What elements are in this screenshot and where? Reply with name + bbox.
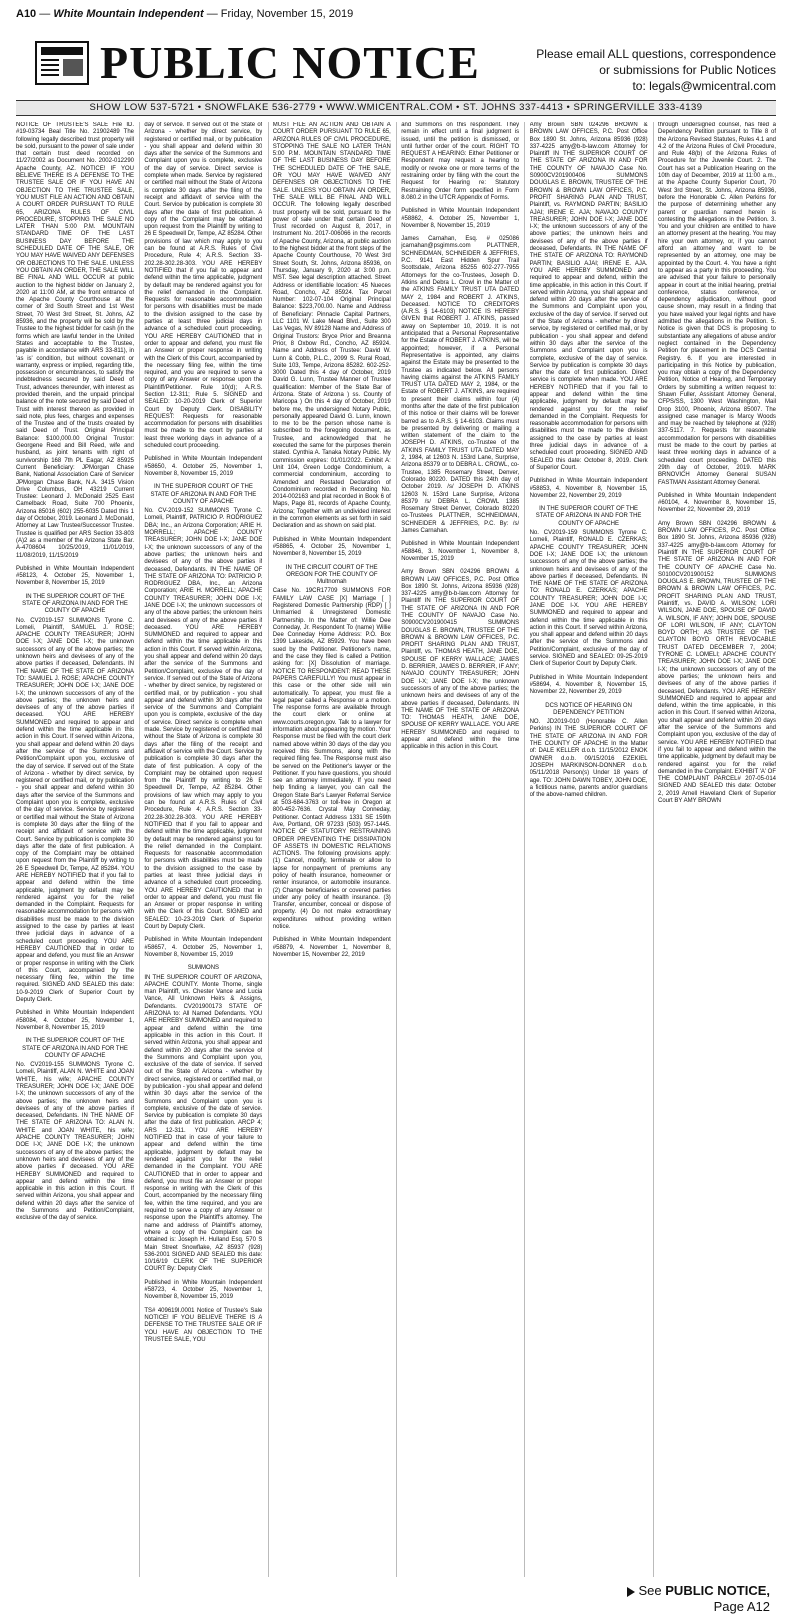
- notice-heading: IN THE CIRCUIT COURT OF THE OREGON FOR THE COUNTY OF Multnomah: [285, 564, 378, 586]
- contact-line-2: or submissions for Public Notices: [599, 63, 776, 77]
- contact-email[interactable]: to: legals@wmicentral.com: [632, 79, 776, 93]
- notice-columns: [16, 122, 776, 1577]
- notice-body: MUST FILE AN ACTION AND OBTAIN A COURT ORDER PURSUANT TO RULE 65, ARIZONA RULES OF CIVIL PROCEDURE, STOPPING THE SALE NO LATER THAN 5:00 P.M. MOUNTAIN STANDARD TIME OF THE LAST BUSINESS DAY BEFORE THE SCHEDULED DATE OF THE SALE, OR YOU MAY HAVE WAIVED ANY DEFENSES OR OBJECTIONS TO THE SALE. UNLESS YOU OBTAIN AN ORDER, THE SALE WILL BE FINAL AND WILL OCCUR. The following legally described trust property will be sold, pursuant to the power of sale under that certain Deed of Trust recorded on August 8, 2017, in Instrument No. 2017-006066 in the records of Apache County, Arizona, at public auction to the highest bidder at the front steps of the Apache County Courthouse, 70 West 3rd Street South, St. Johns, Arizona 85936, on Thursday, January 9, 2020 at 3:00 p.m. MST. See legal description attached. Street Address or identifiable location: 45 Nueces Road, Concho, AZ 85924. Tax Parcel Number: 102-07-104 Original Principal Balance: $223,700.00. Name and Address of Beneficiary: Pinnacle Capital Partners, LLC 1101 W. Lake Mead Blvd., Suite 300 Las Vegas, NV 89128 Name and Address of Original Trustors: Bryce Prior and Breanna Prior, 8 Oxbow Rd., Concho, AZ 85924. Name and Address of Trustee: David W. Lunn & Cobb, P.L.C., 2099 S. Rural Road, Suite 103, Tempe, Arizona 85282. 602-252-3000 Dated this 4 day of October, 2019 David G. Lunn, Trustee Manner of Trustee qualification: Member of the State Bar of Arizona. State of Arizona ) ss. County of Maricopa ) On this 4 day of October, 2019 before me, the undersigned Notary Public, personally appeared David G. Lunn, known to me to be the person whose name is subscribed to the foregoing document, as Trustee, and acknowledged that he executed the same for the purposes therein stated. Cynthia A. Tanaka Notary Public. My commission expires: 01/01/2022. Exhibit A: Unit 104, Green Lodge Condominium, a commercial condominium, according to Amended and Restated Declaration of Condominium recorded in Recording No. 2014-002163 and plat recorded in Book 6 of Maps, Page 81, records of Apache County, Arizona; Together with an undivided interest in the common elements as set forth in said Declaration and as shown on said plat.: [272, 122, 391, 530]
- notice-body: Published in White Mountain Independent #58846, 3. November 1, November 8, November 15, 2019: [401, 541, 520, 562]
- legal-notice: [144, 456, 262, 478]
- notice-body: day of service. If served out of the State of Arizona - whether by direct service, by registered or certified mail, or by publication - you shall appear and defend within 30 days after the service of the Summons and Complaint upon you is complete, exclusive of the day of service. Direct service is complete when made. Service by registered or certified mail without the State of Arizona is complete 30 days after the filing of the receipt and affidavit of service with the Court. Service by publication is complete 30 days after the date of first publication. A copy of the Complaint may be obtained upon request from the Plaintiff by writing to 26 E Speedwell Dr, Tempe, AZ 85284. Other provisions of law which may apply to you can be found at A.R.S. Rules of Civil Procedure, Rule 4; A.R.S. Section 33-202.28-302.28-303. YOU ARE HEREBY NOTIFIED that if you fail to appear and defend within the time applicable, judgment by default may be rendered against you for the relief demanded in the Complaint. Requests for reasonable accommodation for persons with disabilities must be made to the division assigned to the case by parties at least three judicial days in advance of a scheduled court proceeding. YOU ARE HEREBY CAUTIONED that in order to appear and defend, you must file an Answer or proper response in writing with the Clerk of this Court, accompanied by the necessary filing fee, within the time required, and you are required to serve a copy of any Answer or response upon the Plaintiff/Petitioner. Rule 10(d); A.R.S. Section 12-311; Rule 5. SIGNED and SEALED: 10-20-2019 Clerk of Superior Court by Deputy Clerk. DISABILITY REQUEST: Requests for reasonable accommodation for persons with disabilities must be made to the court by parties at least three working days in advance of a scheduled court proceeding.: [144, 122, 263, 450]
- notice-body: No. CV-2019-152 SUMMONS Tyrone C. Lomeli, Plaintiff, PATRICIO P. RODRIGUEZ DBA; Inc., an Arizona Corporation; ARIE H. MORRELL; APACHE COUNTY TREASURER; JOHN DOE I-X; JANE DOE I-X; the unknown successors of any of the above parties; the unknown heirs and devisees of any of the above parties if deceased, Defendants. IN THE NAME OF THE STATE OF ARIZONA TO: PATRICIO P. RODRIGUEZ DBA, Inc., an Arizona Corporation; ARIE H. MORRELL; APACHE COUNTY TREASURER; JOHN DOE I-X; JANE DOE I-X; the unknown successors of any of the above parties; the unknown heirs and devisees of any of the above parties if deceased. YOU ARE HEREBY SUMMONED and required to appear and defend within the time applicable in this action in this Court. If served within Arizona, you shall appear and defend within 20 days after the service of the Summons and Petition/Complaint, exclusive of the day of service. If served out of the State of Arizona - whether by direct service, by registered or certified mail, or by publication - you shall appear and defend within 30 days after the service of the Summons and Complaint upon you is complete, exclusive of the day of service. Direct service is complete when made. Service by registered or certified mail without the State of Arizona is complete 30 days after the filing of the receipt and affidavit of service with the Court. Service by publication is complete 30 days after the date of first publication. A copy of the Complaint may be obtained upon request from the Plaintiff by writing to 26 E Speedwell Dr, Tempe, AZ 85284. Other provisions of law which may apply to you can be found at A.R.S. Rules of Civil Procedure, Rule 4; A.R.S. Section 33-202.28-302.28-303. YOU ARE HEREBY NOTIFIED that if you fail to appear and defend within the time applicable, judgment by default may be rendered against you for the relief demanded in the Complaint. Requests for reasonable accommodation for persons with disabilities must be made to the division assigned to the case by parties at least three judicial days in advance of a scheduled court proceeding. YOU ARE HEREBY CAUTIONED that in order to appear and defend, you must file an Answer or proper response in writing with the Clerk of this Court. SIGNED and SEALED: 10-23-2019 Clerk of Superior Court by Deputy Clerk.: [144, 508, 263, 931]
- notice-body: Published in White Mountain Independent #58123, 4. October 25, November 1, November 8, November 15, 2019: [16, 565, 134, 587]
- notice-column: [16, 122, 134, 1577]
- notice-body: through undersigned counsel, has filed a Dependency Petition pursuant to Title 8 of the Arizona Revised Statutes, Rules 4.1 and 4.2 of the Arizona Rules of Civil Procedure, and Rule 48(b) of the Arizona Rules of Procedure for the Juvenile Court. 2. The Court has set a Publication Hearing on the 10th day of December, 2019 at 11:00 a.m., at the Apache County Superior Court, 70 West 3rd Street, St. Johns, Arizona 85936, before the Honorable C. Allen Perkins for the purpose of determining whether any parent or guardian named herein is contesting the allegations in the Petition. 3. You and your children are entitled to have an attorney present at the hearing. You may hire your own attorney, or, if you cannot afford an attorney and want to be represented by an attorney, one may be appointed by the Court. 4. You have a right to appear as a party in this proceeding. You are advised that your failure to personally appear in court at the initial hearing, pretrial conference, status conference, or dependency adjudication, without good cause shown, may result in a finding that you have waived your legal rights and have admitted the allegations in the Petition. 5. Notice is given that DCS is proposing to substantiate any allegations of abuse and/or neglect contained in the Dependency Petition for placement in the DCS Central Registry. 6. If you are interested in participating in this Notice by publication, you may obtain a copy of the Dependency Petition, Notice of Hearing, and Temporary Orders by submitting a written request to: Shawn Fuller, Assistant Attorney General, CFPS/SS, 1300 West Washington, Mail Drop 3100, Phoenix, Arizona 85007. The assigned case manager is Marcy Woods and may be reached by telephone at (928) 337-5117. 7. Requests for reasonable accommodation for persons with disabilities must be made to the court by parties at least three working days in advance of a scheduled court proceeding. DATED this 29th day of October, 2019. MARK BRNOVICH Attorney General SUSAN FASTMAN Assistant Attorney General.: [658, 122, 776, 486]
- legal-notice: [16, 122, 134, 560]
- legal-notice: [401, 236, 519, 535]
- legal-notice: [401, 122, 519, 202]
- column-rule: [524, 122, 525, 1577]
- notice-body: TS# 409619I.0001 Notice of Trustee's Sale NOTICE! IF YOU BELIEVE THERE IS A DEFENSE TO THE TRUSTEE SALE OR IF YOU HAVE AN OBJECTION TO THE TRUSTEE SALE, YOU: [144, 1307, 263, 1343]
- notice-heading: IN THE SUPERIOR COURT OF THE STATE OF ARIZONA IN AND FOR THE COUNTY OF APACHE: [22, 593, 128, 615]
- notice-body: Published in White Mountain Independent #58853, 4. November 8, November 15, November 22, November 29, 2019: [529, 478, 648, 499]
- masthead: [16, 34, 776, 94]
- notice-body: No. CV2019-157 SUMMONS Tyrone C. Lomeli, Plaintiff, SAMUEL J. ROSE; APACHE COUNTY TREASURER; JOHN DOE I-X; JANE DOE I-X; the unknown successors of any of the above parties; the unknown heirs and devisees of any of the above parties if deceased, Defendants. IN THE NAME OF THE STATE OF ARIZONA TO: SAMUEL J. ROSE; APACHE COUNTY TREASURER; JOHN DOE I-X; JANE DOE I-X; the unknown successors of any of the above parties; the unknown heirs and devisees of any of the above parties if deceased. YOU ARE HEREBY SUMMONED and required to appear and defend within the time applicable in this action in this Court. If served within Arizona, you shall appear and defend within 20 days after the service of the Summons and Petition/Complaint upon you, exclusive of the day of service. If served out of the State of Arizona - whether by direct service, by registered or certified mail, or by publication - you shall appear and defend within 30 days after the service of the Summons and Complaint upon you is complete, exclusive of the day of service. Service by registered or certified mail without the State of Arizona is complete 30 days after the filing of the receipt and affidavit of service with the Court. Service by publication is complete 30 days after the date of first publication. A copy of the Complaint may be obtained upon request from the Plaintiff by writing to 26 E Speedwell Dr, Tempe, AZ 85284. YOU ARE HEREBY NOTIFIED that if you fail to appear and defend within the time applicable, judgment by default may be rendered against you for the relief demanded in the Complaint. Requests for reasonable accommodation for persons with disabilities must be made to the division assigned to the case by parties at least three judicial days in advance of a scheduled court proceeding. YOU ARE HEREBY CAUTIONED that in order to appear and defend, you must file an Answer or proper response in writing with the Clerk of this Court, accompanied by the necessary filing fee, within the time required. SIGNED AND SEALED this date: 10-9-2019 Clerk of Superior Court by Deputy Clerk.: [16, 617, 134, 1004]
- legal-notice: [530, 703, 648, 800]
- legal-notice: [144, 937, 262, 959]
- legal-notice: [16, 566, 134, 588]
- folio-page: A10: [16, 8, 37, 20]
- notice-body: and Summons on this respondent. They remain in effect until a final judgment is issued, until the petition is dismissed, or until further order of the court. RIGHT TO REQUEST A HEARING: Either Petitioner or Respondent may request a hearing to modify or revoke one or more terms of the restraining order by filing with the court the Request for Hearing re: Statutory Restraining Order form specified in Form 8.080.2 in the UTCR Appendix of Forms.: [401, 122, 520, 201]
- notice-column: [273, 122, 391, 1577]
- legal-notice: [144, 1308, 262, 1344]
- folio-paper: White Mountain Independent: [53, 8, 204, 20]
- notice-body: Published in White Mountain Independent #58084, 4. October 25, November 1, November 8, November 15, 2019: [16, 1010, 134, 1031]
- notice-heading: IN THE SUPERIOR COURT OF THE STATE OF ARIZONA IN AND FOR THE COUNTY OF APACHE: [150, 484, 257, 505]
- arrow-right-icon: [627, 1587, 635, 1597]
- notice-column: [658, 122, 776, 1577]
- notice-body: No. CV2019-159 SUMMONS Tyrone C. Lomeli, Plaintiff, RONALD E. CZERKAS; APACHE COUNTY TREASURER; JOHN DOE I-X; JANE DOE I-X; the unknown successors of any of the above parties; the unknown heirs and devisees of any of the above parties if deceased, Defendants. IN THE NAME OF THE STATE OF ARIZONA TO: RONALD E. CZERKAS; APACHE COUNTY TREASURER; JOHN DOE I-X; JANE DOE I-X. YOU ARE HEREBY SUMMONED and required to appear and defend within the time applicable in this action in this Court. If served within Arizona, you shall appear and defend within 20 days after the service of the Summons and Petition/Complaint, exclusive of the day of service. SIGNED and SEALED: 09-25-2019 Clerk of Superior Court by Deputy Clerk.: [529, 530, 648, 668]
- notice-heading: SUMMONS: [187, 965, 220, 972]
- notice-body: Published in White Mountain Independent #58694, 4. November 8, November 15, November 22, November 29, 2019: [529, 674, 648, 696]
- page-ref: Page A12: [713, 1599, 770, 1614]
- notice-body: No. CV2019-155 SUMMONS Tyrone C. Lomeli, Plaintiff, ALAN N. WHITE and JOAN WHITE, his wife; APACHE COUNTY TREASURER; JOHN DOE I-X; JANE DOE I-X; the unknown successors of any of the above parties; the unknown heirs and devisees of any of the above parties if deceased, Defendants. IN THE NAME OF THE STATE OF ARIZONA TO: ALAN N. WHITE and JOAN WHITE, his wife; APACHE COUNTY TREASURER; JOHN DOE I-X; JANE DOE I-X; the unknown successors of any of the above parties; the unknown heirs and devisees of any of the above parties if deceased. YOU ARE HEREBY SUMMONED and required to appear and defend within the time applicable in this action in this Court. If served within Arizona, you shall appear and defend within 20 days after the service of the Summons and Petition/Complaint, exclusive of the day of service.: [16, 1062, 134, 1222]
- notice-body: Published in White Mountain Independent #58862, 4. October 25, November 1, November 8, November 15, 2019: [401, 208, 520, 229]
- notice-column: [144, 122, 262, 1577]
- column-rule: [653, 122, 654, 1577]
- notice-body: Published in White Mountain Independent #58650, 4. October 25, November 1, November 8, November 15, 2019: [144, 456, 263, 477]
- see-target: PUBLIC NOTICE,: [665, 1583, 770, 1598]
- legal-notice: [530, 506, 648, 669]
- notice-body: Published in White Mountain Independent #58657, 4. October 25, November 1, November 8, November 15, 2019: [144, 937, 263, 958]
- folio-sep: —: [39, 8, 54, 20]
- column-rule: [268, 122, 269, 1577]
- page-title: PUBLIC NOTICE: [100, 37, 480, 88]
- notice-body: James Carnahan, Esq. # 025086 jcarnahan@psgimms.com PLATTNER, SCHNEIDMAN, SCHNEIDER & JEFFRIES, P.C. 9141 East Hidden Spur Trail Scottsdale, Arizona 85255 602-277-7955 Attorneys for the co-Trustees, Joseph D. Atkins and Debra L. Crowl in the Matter of the ATKINS FAMILY TRUST UTA DATED MAY 2, 1984 and ROBERT J. ATKINS, Deceased. NOTICE TO CREDITORS (A.R.S. § 14-6103) NOTICE IS HEREBY GIVEN that ROBERT J. ATKINS, passed away on September 10, 2019. It is not anticipated that a Personal Representative for the Estate of ROBERT J. ATKINS, will be appointed; however, if a Personal Representative is appointed, any claims against the Estate may be presented to the Trustee as indicated below. All persons having claims against the ATKINS FAMILY TRUST UTA DATED MAY 2, 1984, or the Estate of ROBERT J. ATKINS, are required to present their claims within four (4) months after the date of the first publication of this notice or their claims will be forever barred as to A.R.S. § 14-6103. Claims must be presented by delivering or mailing a written statement of the claim to the JOSEPH D. ATKINS, co-Trustee of the ATKINS FAMILY TRUST UTA DATED MAY 2, 1984, at 12603 N. 153rd Lane, Surprise, Arizona 85379 or to DEBRA L. CROWL, co-Trustee, 1385 Rosemary Street, Denver, Colorado 80220. DATED this 24th day of October 2019. /s/ JOSEPH D. ATKINS 12603 N. 153rd Lane Surprise, Arizona 85379 /s/ DEBRA L. CROWL 1385 Rosemary Street Denver, Colorado 80220 co-Trustees PLATTNER, SCHNEIDMAN, SCHNEIDER & JEFFRIES, P.C. By: /s/ James Carnahan.: [401, 236, 520, 535]
- legal-notice: [16, 1010, 134, 1032]
- legal-notice: [144, 965, 262, 1273]
- notice-column: [401, 122, 519, 1577]
- legal-notice: [16, 1038, 134, 1222]
- notice-heading: IN THE SUPERIOR COURT OF THE STATE OF ARIZONA IN AND FOR THE COUNTY OF APACHE: [535, 506, 642, 527]
- notice-column: [530, 122, 648, 1577]
- notice-heading: DCS NOTICE OF HEARING ON DEPENDENCY PETITION: [545, 702, 632, 716]
- notice-body: Amy Brown SBN 024296 BROWN & BROWN LAW OFFICES, P.C. Post Office Box 1890 St. Johns, Arizona 85936 (928) 337-4225 amy@b-b-law.com Attorney for Plaintiff IN THE SUPERIOR COURT OF THE STATE OF ARIZONA IN AND FOR THE COUNTY OF APACHE Case No. S0100CV201900152 SUMMONS DOUGLAS E. BROWN, TRUSTEE OF THE BROWN & BROWN LAW OFFICES, P.C. PROFIT SHARING PLAN AND TRUST, Plaintiff, vs. DAVID A. WILSON; LORI WILSON, JANE DOE, SPOUSE OF DAVID A. WILSON, IF ANY; JOHN DOE, SPOUSE OF LORI WILSON, IF ANY; CLAYTON BOYD ORTH; AS TRUSTEE OF THE CLAYTON BOYD ORTH REVOCABLE TRUST DATED DECEMBER 7, 2004; TYRONE C. LOMELI; APACHE COUNTY TREASURER; JOHN DOE I-X; JANE DOE I-X; the unknown successors of any of the above parties; the unknown heirs and devisees of any of the above parties if deceased, Defendants. YOU ARE HEREBY SUMMONED and required to appear and defend, within the time applicable, in this action in this Court. If served within Arizona, you shall appear and defend within 20 days after the service of the Summons and Complaint upon you, exclusive of the day of service. YOU ARE HEREBY NOTIFIED that if you fail to appear and defend within the time applicable, judgment by default may be rendered against you for the relief demanded in the Complaint. EXHIBIT 'A' OF THE COMPLAINT PARCEL# 207-05-014 SIGNED AND SEALED this date: October 2, 2019 Arnell Haveland Clerk of Superior Court BY AMY BROWN: [658, 520, 776, 805]
- legal-notice: [144, 1280, 262, 1302]
- legal-notice: [273, 565, 391, 932]
- newspaper-icon: [34, 38, 90, 88]
- contact-line-1: Please email ALL questions, correspondence: [536, 47, 776, 61]
- legal-notice: [401, 569, 519, 751]
- notice-body: Published in White Mountain Independent #58879, 4. November 1, November 8, November 15, November 22, 2019: [272, 937, 391, 958]
- legal-notice: [16, 594, 134, 1005]
- legal-notice: [401, 208, 519, 230]
- legal-notice: [530, 122, 648, 472]
- legal-notice: [273, 937, 391, 959]
- legal-notice: [144, 122, 262, 450]
- page-folio: [16, 8, 776, 24]
- notice-body: NOTICE OF TRUSTEE'S SALE File ID. #19-03734 Beal Title No. 21902489 The following legally described trust property will be sold, pursuant to the power of sale under that certain trust deed recorded on 11/27/2002 as Document No. 2002-012290 Apache County, AZ. NOTICE! IF YOU BELIEVE THERE IS A DEFENSE TO THE TRUSTEE SALE OR IF YOU HAVE AN OBJECTION TO THE TRUSTEE SALE, YOU MUST FILE AN ACTION AND OBTAIN A COURT ORDER PURSUANT TO RULE 65, ARIZONA RULES OF CIVIL PROCEDURE, STOPPING THE SALE NO LATER THAN 5:00 P.M. MOUNTAIN STANDARD TIME OF THE LAST BUSINESS DAY BEFORE THE SCHEDULED DATE OF THE SALE, OR YOU MAY HAVE WAIVED ANY DEFENSES OR OBJECTIONS TO THE SALE. UNLESS YOU OBTAIN AN ORDER, THE SALE WILL BE FINAL AND WILL OCCUR at public auction to the highest bidder on January 2, 2020 at 11:00 AM, at the front entrance of the Apache County Courthouse at the corner of 3rd South Street and 1st West Street, 70 West 3rd Street, St. Johns, AZ 85936, and the property will be sold by the Trustee to the highest bidder for cash (in the forms which are lawful tender in the United States and acceptable to the Trustee, payable in accordance with ARS 33-811), in 'as is' condition, but without covenant or warranty, express or implied, regarding title, possession or encumbrances, to satisfy the indebtedness secured by said Deed of Trust, advances thereunder, with interest as provided therein, and the unpaid principal balance of the note secured by said Deed of Trust with interest thereon as provided in said note, plus fees, charges and expenses of the Trustee and of the trusts created by said Deed of Trust. Original Principal Balance: $100,000.00 Original Trustor: Georgene Reed and Bill Reed, wife and husband, as joint tenants with right of survivorship 168 7th PL Eagar, AZ 85925 Current Beneficiary: JPMorgan Chase Bank, National Association Care of Servicer JPMorgan Chase Bank, N.A. 3415 Vision Drive Columbus, OH 43219 Current Trustee: Leonard J. McDonald 2525 East Camelback Road, Suite 700 Phoenix, Arizona 85016 (602) 255-6035 Dated this 1 day of October, 2019. Leonard J. McDonald, Attorney at Law Trustee/Successor Trustee. Trustee is qualified per ARS Section 33-803 (A)2 as a member of the Arizona State Bar. A-4708604 10/25/2019, 11/01/2019, 11/08/2019, 11/15/2019: [16, 122, 134, 559]
- see-label: See: [638, 1583, 662, 1598]
- notice-body: Published in White Mountain Independent #58865, 4. October 25, November 1, November 8, November 15, 2019: [272, 536, 391, 558]
- notice-body: Amy Brown SBN 024296 BROWN & BROWN LAW OFFICES, P.C. Post Office Box 1890 St. Johns, Arizona 85936 (928) 337-4225 amy@b-b-law.com Attorney for Plaintiff IN THE SUPERIOR COURT OF THE STATE OF ARIZONA IN AND FOR THE COUNTY OF NAVAJO Case No. S0900CV201900415 SUMMONS DOUGLAS E. BROWN, TRUSTEE OF THE BROWN & BROWN LAW OFFICES, P.C. PROFIT SHARING PLAN AND TRUST, Plaintiff, vs. THOMAS HEATH, JANE DOE, SPOUSE OF KERRY WALLACE; JAMES D. BERRIER, JAMES D. BERRIER, IF ANY; NAVAJO COUNTY TREASURER; JOHN DOE I-X; JANE DOE I-X; the unknown successors of any of the above parties; the unknown heirs and devisees of any of the above parties if deceased, Defendants. IN THE NAME OF THE STATE OF ARIZONA TO: THOMAS HEATH, JANE DOE, SPOUSE OF KERRY WALLACE. YOU ARE HEREBY SUMMONED and required to appear and defend within the time applicable in this action in this Court.: [401, 569, 520, 751]
- notice-body: NO. JD2019-010 (Honorable C. Allen Perkins) IN THE SUPERIOR COURT OF THE STATE OF ARIZONA IN AND FOR THE COUNTY OF APACHE In the Matter of: DALE KELLER d.o.b. 11/15/2012 ENOK OWNER d.o.b. 09/15/2016 EZEKIEL JOSEPH MARKINSON-DONNER d.o.b. 05/11/2018 Person(s) Under 18 years of age. TO: JOHN DAWN TOBEY, JOHN DOE, a fictitious name, parents and/or guardians of the above-named children.: [529, 719, 648, 799]
- legal-notice: [530, 675, 648, 697]
- legal-notice: [401, 541, 519, 563]
- notice-body: Amy Brown SBN 024296 BROWN & BROWN LAW OFFICES, P.C. Post Office Box 1890 St. Johns, Arizona 85936 (928) 337-4225 amy@b-b-law.com Attorney for Plaintiff IN THE SUPERIOR COURT OF THE STATE OF ARIZONA IN AND FOR THE COUNTY OF NAVAJO Case No. S0900CV201900406 SUMMONS DOUGLAS E. BROWN, TRUSTEE OF THE BROWN & BROWN LAW OFFICES, P.C. PROFIT SHARING PLAN AND TRUST, Plaintiff, vs. RAYMOND PARTIN; BASILIO AJAI; IRENE E. AJA; NAVAJO COUNTY TREASURER; JOHN DOE I-X; JANE DOE I-X; the unknown successors of any of the above parties; the unknown heirs and devisees of any of the above parties if deceased, Defendants. IN THE NAME OF THE STATE OF ARIZONA TO: RAYMOND PARTIN; BASILIO AJAI; IRENE E. AJA. YOU ARE HEREBY SUMMONED and required to appear and defend, within the time applicable, in this action in this Court. If served within Arizona, you shall appear and defend within 20 days after the service of the Summons and Complaint upon you, exclusive of the day of service. If served out of the State of Arizona - whether by direct service, by registered or certified mail, or by publication - you shall appear and defend within 30 days after the service of the Summons and Complaint upon you is complete, exclusive of the day of service. Service by publication is complete 30 days after the date of first publication. Direct service is complete when made. YOU ARE HEREBY NOTIFIED that if you fail to appear and defend within the time applicable, judgment by default may be rendered against you for the relief demanded in the Complaint. Requests for reasonable accommodation for persons with disabilities must be made to the division assigned to the case by parties at least three judicial days in advance of a scheduled court proceeding. SIGNED AND SEALED this date: October 8, 2019. Clerk of Superior Court.: [529, 122, 648, 471]
- column-rule: [139, 122, 140, 1577]
- legal-notice: [273, 122, 391, 531]
- folio-sep2: —: [206, 8, 221, 20]
- legal-notice: [530, 478, 648, 500]
- legal-notice: [658, 493, 776, 515]
- contact-info: [456, 46, 776, 94]
- notice-body: Case No. 19CR17709 SUMMONS FOR FAMILY LAW CASE [X] Marriage [ ] Registered Domestic Partnership (RDP) [ ] Unmarried & Unregistered Domestic Partnership. In the Matter of: Willie Dee Conneday, Jr. Respondent To (name) Willie Dee Conneday Home Address: P.O. Box 1399 Lakeside, AZ 85929. You have been sued by the Petitioner. Petitioner's name, and the case they filed is called a Petition asking for: [X] Dissolution of marriage. NOTICE TO RESPONDENT: READ THESE PAPERS CAREFULLY! You must appear in this case or the other side will win automatically. To appear, you must file a legal paper called a Response or a motion. The response forms are available through the court clerk or online at www.courts.oregon.gov. Talk to a lawyer for information about appearing by motion. Your Response must be filed with the court clerk named above within 30 days of the day you received this Summons, along with the required filing fee. The Response must also be served on the Petitioner's lawyer or the Petitioner. If you have questions, you should see an attorney immediately. If you need help finding a lawyer, you can call the Oregon State Bar's Lawyer Referral Service at 503-684-3763 or toll-free in Oregon at 800-452-7636. Crystal May Conneday, Petitioner. Contact Address 1331 SE 159th Ave, Portland, OR 97233 (503) 957-1445. NOTICE OF STATUTORY RESTRAINING ORDER PREVENTING THE DISSIPATION OF ASSETS IN DOMESTIC RELATIONS ACTIONS. The following provisions apply: (1) Cancel, modify, terminate or allow to lapse for nonpayment of premiums any policy of health insurance, homeowner or renter insurance, or automobile insurance. (2) Change beneficiaries or covered parties under any policy of health insurance. (3) Transfer, encumber, conceal or dispose of property. (4) Do not make extraordinary expenditures without providing written notice.: [272, 588, 391, 931]
- contact-bar: SHOW LOW 537-5721 • SNOWFLAKE 536-2779 • WWW.WMICENTRAL.COM • ST. JOHNS 337-4413 • SPRINGERVILLE 333-4139: [16, 100, 776, 116]
- notice-body: Published in White Mountain Independent #60104, 4. November 8, November 15, November 22, November 29, 2019: [658, 492, 776, 514]
- notice-body: Published in White Mountain Independent #58723, 4. October 25, November 1, November 8, November 15, 2019: [144, 1279, 263, 1301]
- legal-notice: [658, 122, 776, 487]
- notice-body: IN THE SUPERIOR COURT OF ARIZONA, APACHE COUNTY. Monte Thorne, single man Plaintiff, vs. Chester Vance and Lucia Vance, All Unknown Heirs & Assigns, Defendants. CV201900173 STATE OF ARIZONA to: All Named Defendants. YOU ARE HEREBY SUMMONED and required to appear and defend within the time applicable in this action in this Court. If served within Arizona, you shall appear and defend within 20 days after the service of the Summons and Complaint upon you, exclusive of the date of service. If served out of the State of Arizona - whether by direct service, registered or certified mail, or by publication - you shall appear and defend within 30 days after the service of the Summons and Complaint upon you is complete, exclusive of the date of service. Service by publication is complete 30 days after the date of first publication. ARCP 4; ARS 12-311. YOU ARE HEREBY NOTIFIED that in case of your failure to appear and defend within the time applicable, judgment by default may be rendered against you for the relief demanded in the Complaint. YOU ARE CAUTIONED that in order to appear and defend, you must file an Answer or proper response in writing with the Clerk of this Court, accompanied by the necessary filing fee, within the time required, and you are required to serve a copy of any Answer or response upon the Plaintiff's attorney. The name and address of Plaintiff's attorney, where a copy of the Complaint can be obtained is: Joseph H. Hulland Esq. 570 S Main Street Snowflake, AZ 85937 (928) 536-2001 SIGNED AND SEALED this date: 10/16/19 CLERK OF THE SUPERIOR COURT By: Deputy Clerk: [144, 974, 263, 1273]
- legal-notice: [658, 521, 776, 806]
- column-rule: [396, 122, 397, 1577]
- notice-heading: IN THE SUPERIOR COURT OF THE STATE OF ARIZONA IN AND FOR THE COUNTY OF APACHE: [22, 1038, 128, 1059]
- continuation-link[interactable]: [627, 1583, 771, 1615]
- folio-date: Friday, November 15, 2019: [220, 8, 354, 20]
- legal-notice: [273, 537, 391, 559]
- legal-notice: [144, 484, 262, 931]
